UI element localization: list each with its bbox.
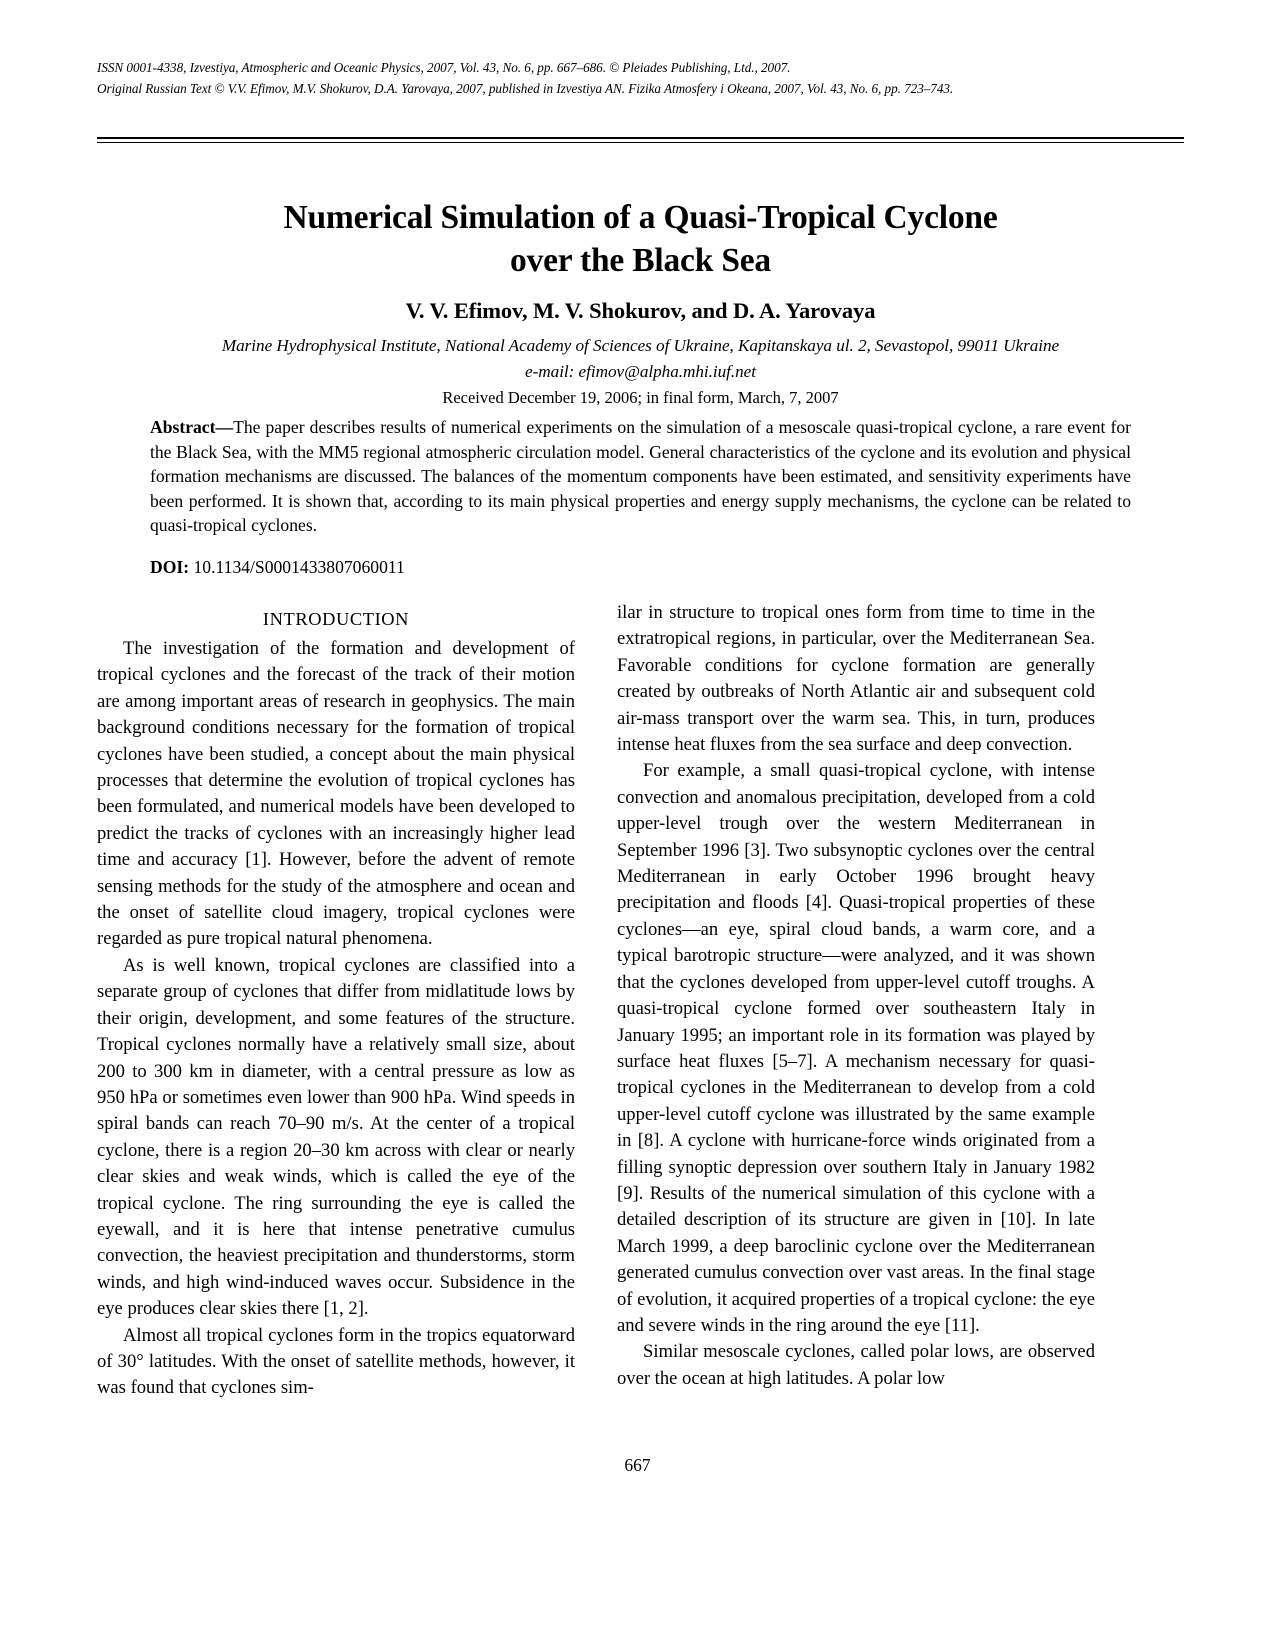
- author-list: V. V. Efimov, M. V. Shokurov, and D. A. Yarovaya: [405, 298, 876, 323]
- doi-value: 10.1134/S0001433807060011: [189, 556, 405, 577]
- paragraph: As is well known, tropical cyclones are classified into a separate group of cyclones that differ from midlatitude lows by their origin, development, and some features of the structure. Tropical cyclones normally have a relatively small size, about 200 to 300 km in diameter, with a central pressure as low as 950 hPa or sometimes even lower than 900 hPa. Wind speeds in spiral bands can reach 70–90 m/s. At the center of a tropical cyclone, there is a region 20–30 km across with clear or nearly clear skies and weak winds, which is called the eye of the tropical cyclone. The ring surrounding the eye is called the eyewall, and it is here that intense penetrative cumulus convection, the heaviest precipitation and thunderstorms, storm winds, and high wind-induced waves occur. Subsidence in the eye produces clear skies there [1, 2].: [97, 954, 575, 1320]
- affiliation: Marine Hydrophysical Institute, National Academy of Sciences of Ukraine, Kapitanskaya ul. 2, Sevastopol, 99011 Ukraine: [221, 336, 1060, 355]
- paragraph: The investigation of the formation and development of tropical cyclones and the forecast of the track of their motion are among important areas of research in geophysics. The main background conditions necessary for the formation of tropical cyclones have been studied, a concept about the main physical processes that determine the evolution of tropical cyclones has been formulated, and numerical models have been developed to predict the tracks of cyclones with an increasingly higher lead time and accuracy [1]. However, before the advent of remote sensing methods for the study of the atmosphere and ocean and the onset of satellite cloud imagery, tropical cyclones were regarded as pure tropical natural phenomena.: [97, 638, 575, 950]
- page-number: 667: [624, 1455, 651, 1475]
- column-right: [617, 600, 1095, 1410]
- section-heading-introduction: INTRODUCTION: [262, 609, 410, 629]
- abstract-body: The paper describes results of numerical experiments on the simulation of a mesoscale quasi-tropical cyclone, a rare event for the Black Sea, with the MM5 regional atmospheric circulation model. General characteristics of the cyclone and its evolution and physical formation mechanisms are discussed. The balances of the momentum components have been estimated, and sensitivity experiments have been performed. It is shown that, according to its main physical properties and energy supply mechanisms, the cyclone can be related to quasi-tropical cyclones.: [150, 417, 1131, 536]
- abstract-label: Abstract—: [150, 417, 234, 437]
- contact-email: e-mail: efimov@alpha.mhi.iuf.net: [525, 361, 756, 381]
- paragraph: Similar mesoscale cyclones, called polar lows, are observed over the ocean at high latitudes. A polar low: [617, 1341, 1095, 1389]
- journal-citation-header: [97, 57, 1187, 99]
- journal-citation-line-2: Original Russian Text © V.V. Efimov, M.V. Shokurov, D.A. Yarovaya, 2007, published in Izvestiya AN. Fizika Atmosfery i Okeana, 2007, Vol. 43, No. 6, pp. 723–743.: [97, 81, 954, 96]
- body-columns: [97, 600, 1184, 1410]
- journal-citation-line-1: ISSN 0001-4338, Izvestiya, Atmospheric and Oceanic Physics, 2007, Vol. 43, No. 6, pp. 667–686. © Pleiades Publishing, Ltd., 2007.: [97, 60, 791, 75]
- doi-label: DOI:: [150, 556, 190, 577]
- title-block: [97, 196, 1184, 410]
- paragraph: ilar in structure to tropical ones form from time to time in the extratropical regions, in particular, over the Mediterranean Sea. Favorable conditions for cyclone formation are generally created by outbreaks of North Atlantic air and subsequent cold air-mass transport over the warm sea. This, in turn, produces intense heat fluxes from the sea surface and deep convection.: [617, 602, 1095, 756]
- paragraph: Almost all tropical cyclones form in the tropics equatorward of 30° latitudes. With the onset of satellite methods, however, it was found that cyclones sim-: [97, 1324, 575, 1399]
- paper-title-line-1: Numerical Simulation of a Quasi-Tropical Cyclone: [283, 199, 998, 236]
- received-dates: Received December 19, 2006; in final form, March, 7, 2007: [442, 388, 839, 407]
- paragraph: For example, a small quasi-tropical cyclone, with intense convection and anomalous precipitation, developed from a cold upper-level trough over the western Mediterranean in September 1996 [3]. Two subsynoptic cyclones over the central Mediterranean in early October 1996 brought heavy precipitation and floods [4]. Quasi-tropical properties of these cyclones—an eye, spiral cloud bands, a warm core, and a typical barotropic structure—were analyzed, and it was shown that the cyclones developed from upper-level cutoff troughs. A quasi-tropical cyclone formed over southeastern Italy in January 1995; an important role in its formation was played by surface heat fluxes [5–7]. A mechanism necessary for quasi-tropical cyclones in the Mediterranean to develop from a cold upper-level cutoff cyclone was illustrated by the same example in [8]. A cyclone with hurricane-force winds originated from a filling synoptic depression over southern Italy in January 1982 [9]. Results of the numerical simulation of this cyclone with a detailed description of its structure are given in [10]. In late March 1999, a deep baroclinic cyclone over the Mediterranean generated cumulus convection over vast areas. In the final stage of evolution, it acquired properties of a tropical cyclone: the eye and severe winds in the ring around the eye [11].: [617, 760, 1095, 1336]
- column-left: [97, 600, 575, 1410]
- header-divider-rule: [97, 137, 1184, 143]
- paper-title-line-2: over the Black Sea: [510, 242, 771, 279]
- abstract-block: [150, 415, 1131, 580]
- page-title: [97, 196, 1184, 282]
- doi-line: [150, 555, 1131, 580]
- abstract-paragraph: [150, 415, 1131, 538]
